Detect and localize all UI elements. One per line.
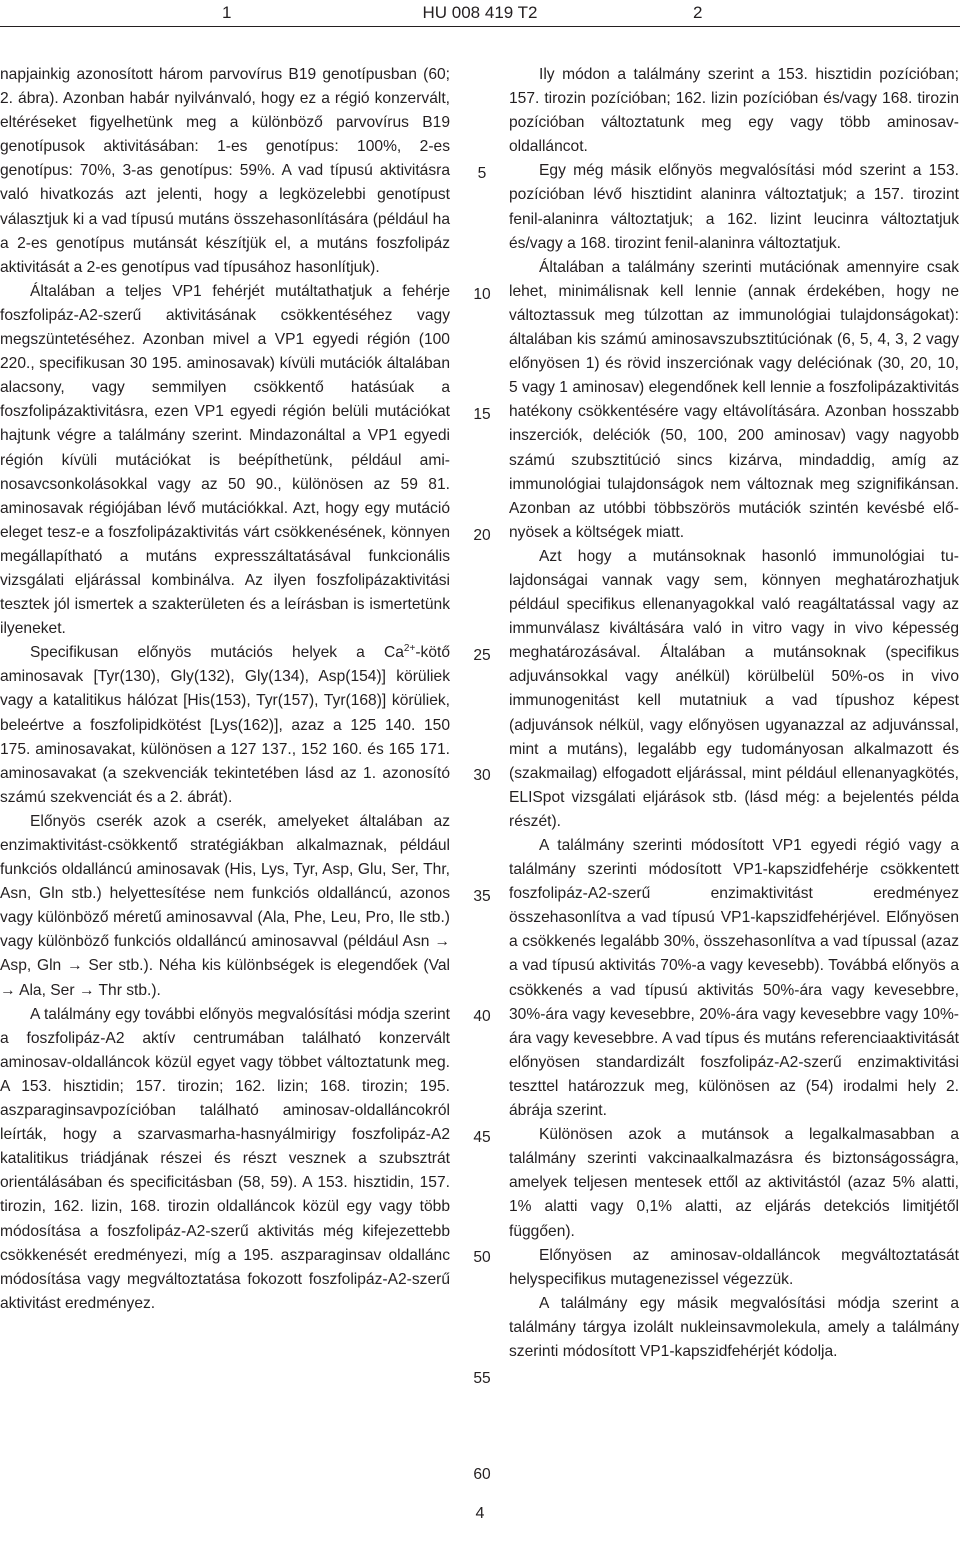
line-number: 10 (473, 286, 491, 303)
left-paragraph-3-text-a: Specifikusan előnyös mutációs helyek a Ca (30, 644, 404, 662)
left-paragraph-5: A találmány egy további előnyös megvalósítási módja szerint a foszfolipáz-A2 aktív centrumában található konzervált aminosav-oldalláncok közül egyet vagy többet változtatunk meg. A 153. hisztidin; 157. tirozin; 162. lizin; 168. tirozin; 195. aszparaginsavpozícióban található aminosav-oldalláncokról leírták, hogy a szarvasmarha-hasnyálmirigy foszfolipáz-A2 katalitikus triádjának részei és részt vesznek a szubsztrát orientálásában és specificitásban (58, 59). A 153. hisztidin, 157. tirozin, 162. lizin, 168. tirozin oldalláncok közül egy vagy több módosítása a foszfolipáz-A2-szerű aktivitás még kifejezettebb csökkenését eredményezi, míg a 195. aszparaginsav oldallánc módosítása vagy megváltoztatása fokozott foszfolipáz-A2-szerű aktivitást eredményez. (0, 1005, 450, 1312)
header-page-right: 2 (693, 3, 703, 22)
page-header (0, 0, 960, 28)
line-number: 20 (473, 527, 491, 544)
right-paragraph-5: A találmány szerinti módosított VP1 egyedi régió vagy a találmány szerinti módosított VP1-kapszidfehérje csökkentett foszfolipáz-A2-szerű enzimaktivitást eredményez összehasonlítva a vad típusú VP1-kapszidfehérjével. Előnyösen a csökkenés legalább 30%, összehasonlítva a vad típussal (azaz a vad típusú aktivitás 70%-a vagy kevesebb). Továbbá előnyös a csökkenés a vad típusú aktivitás 50%-ára vagy kevesebbre, 30%-ára vagy kevesebbre, 20%-ára vagy kevesebbre vagy 10%-ára vagy kevesebbre. A vad típus és mutáns referenciaaktivitását előnyösen standardizált foszfolipáz-A2-szerű enzimaktivitási teszttel határozzuk meg, különösen az (54) irodalmi hely 2. ábrája szerint. (509, 837, 959, 1120)
left-column (0, 63, 450, 1316)
left-paragraph-3-text-b: -kötő aminosavak [Tyr(130), Gly(132), Gly(134), Asp(154)] körüliek vagy a katalitikus hálózat [His(153), Tyr(157), Tyr(168)] körüliek, beleértve a foszfolipidkötést [Lys(162)], azaz a 125 140. 150 175. aminosavakat, különösen a 127 137., 152 160. és 165 171. aminosavakat (a szekvenciák tekintetében lásd az 1. azonosító számú szekvenciát és a 2. ábrát). (0, 644, 450, 806)
left-paragraph-3-superscript: 2+ (403, 643, 416, 655)
right-paragraph-4: Azt hogy a mutánsoknak hasonló immunológiai tulajdonságai vannak vagy sem, könnyen meghatározhatjuk például specifikus ellenanyagokkal való reagáltatással vagy az immunválasz kiváltására való in vitro vagy in vivo képesség meghatározásával. Általában a mutánsoknak (specifikus adjuvánsokkal vagy anélkül) körülbelül 50%-os in vivo immunogenitást kell mutatniuk a vad típushoz képest (adjuvánsok nélkül, vagy előnyösen ugyanazzal az adjuvánssal, mint a mutáns), legalább egy tudományosan alkalmazott és (szakmailag) elfogadott eljárással, mint például ellenanyagkötés, ELISpot vizsgálati eljárások stb. (lásd még: a bejelentés példa részét). (509, 547, 959, 830)
header-page-left: 1 (222, 3, 232, 22)
right-paragraph-8: A találmány egy másik megvalósítási módja szerint a találmány tárgya izolált nukleinsavmolekula, amely a találmány szerinti módosított VP1-kapszidfehérjét kódolja. (509, 1294, 959, 1360)
right-paragraph-3: Általában a találmány szerinti mutációnak amennyire csak lehet, minimálisnak kell lennie (annak érdekében, hogy ne változtassuk meg túlzottan az immunológiai tulajdonságokat): általában kis számú aminosavszubsztitúciónak (6, 5, 4, 3, 2 vagy előnyösen 1) és rövid inszerciónak vagy deléciónak (30, 20, 10, 5 vagy 1 aminosav) elegendőnek kell lennie a foszfolipázaktivitás hatékony csökkentésére vagy eltávolítására. Azonban hosszabb inszerciók, deléciók (50, 100, 200 aminosav) vagy nagyobb számú szubsztitúció sincs kizárva, mindaddig, amíg az immunológiai tulajdonságok nem változnak meg szignifikánsan. Azonban az utóbbi többszörös mutációk szintén kevésbé előnyösek a költségek miatt. (509, 258, 959, 541)
page-number: 4 (475, 1505, 485, 1522)
right-paragraph-1: Ily módon a találmány szerint a 153. hisztidin pozícióban; 157. tirozin pozícióban; 162. lizin pozícióban és/vagy 168. tirozin pozícióban változtatunk meg egy vagy több aminosav-oldalláncot. (509, 66, 959, 156)
left-paragraph-4: Előnyös cserék azok a cserék, amelyeket általában az enzimaktivitást-csökkentő stratégiákban alkalmaznak, például funkciós oldalláncú aminosavak (His, Lys, Tyr, Asp, Glu, Ser, Thr, Asn, Gln stb.) helyettesítése nem funkciós oldalláncú, azonos vagy különböző méretű aminosavval (Ala, Phe, Leu, Pro, Ile stb.) vagy különböző funkciós oldalláncú aminosavval (például Asn → Asp, Gln → Ser stb.). Néha kis különbségek is elegendőek (Val → Ala, Ser → Thr stb.). (0, 812, 450, 999)
right-paragraph-7: Előnyösen az aminosav-oldalláncok megváltoztatását helyspecifikus mutagenezissel végezzük. (509, 1246, 959, 1288)
line-number: 45 (473, 1129, 491, 1146)
header-rule (0, 26, 960, 27)
line-number: 30 (473, 767, 491, 784)
header-document-id: HU 008 419 T2 (422, 3, 538, 22)
right-paragraph-6: Különösen azok a mutánsok a legalkalmasabban a találmány szerinti vakcinaalkalmazásra és biztonságosságra, amelyek teljesen mentesek ettől az aktivitástól (azaz 5% alatti, 1% alatti vagy 0,1% alatti, az eljárás detekciós limitjétől függően). (509, 1126, 959, 1240)
right-column (509, 63, 959, 1364)
left-paragraph-3 (0, 641, 450, 810)
line-number: 50 (473, 1249, 491, 1266)
line-number: 60 (473, 1466, 491, 1483)
left-paragraph-2: Általában a teljes VP1 fehérjét mutáltathatjuk a fehérje foszfolipáz-A2-szerű aktivitásának csökkentéséhez vagy megszüntetéséhez. Azonban mivel a VP1 egyedi régión (100 220., specifikusan 30 195. aminosavak) kívüli mutációk általában alacsony, vagy semmilyen csökkentő hatásúak a foszfolipázaktivitásra, ezen VP1 egyedi régión belüli mutációkat hajtunk végre a találmány szerint. Mindazonáltal a VP1 egyedi régión kívüli mutációkat is beépíthetünk, például aminosavcsonkolásokkal vagy az 50 90., különösen az 59 81. aminosavak régiójában lévő mutációkkal. Azt, hogy egy mutáció eleget tesz-e a foszfolipázaktivitás várt csökkenésének, könnyen megállapítható a mutáns expresszáltatásával funkcionális vizsgálati eljárással kombinálva. Az ilyen foszfolipázaktivitási tesztek jól ismertek a szakterületen és a leírásban is ismertetünk ilyeneket. (0, 282, 450, 638)
left-paragraph-1: napjainkig azonosított három parvovírus B19 genotípusban (60; 2. ábra). Azonban habár nyilvánvaló, hogy ez a régió konzervált, eltéréseket figyelhetünk meg a különböző parvovírus B19 genotípusok aktivitásában: 1-es genotípus: 100%, 2-es genotípus: 70%, 3-as genotípus: 59%. A vad típusú aktivitásra való hivatkozás azt jelenti, hogy a legközelebbi genotípust választjuk ki a vad típusú mutáns összehasonlítására (például ha a 2-es genotípus mutánsát készítjük el, a mutáns foszfolipáz aktivitását a 2-es genotípus vad típusához hasonlítjuk). (0, 66, 450, 276)
line-number: 5 (477, 165, 487, 182)
line-number: 25 (473, 647, 491, 664)
line-number: 55 (473, 1370, 491, 1387)
line-number: 35 (473, 888, 491, 905)
line-number: 15 (473, 406, 491, 423)
line-number: 40 (473, 1008, 491, 1025)
right-paragraph-2: Egy még másik előnyös megvalósítási mód szerint a 153. pozícióban lévő hisztidint alaninra változtatjuk; a 157. tirozint fenil-alaninra változtatjuk; a 162. lizint leucinra változtatjuk és/vagy a 168. tirozint fenil-alaninra változtatjuk. (509, 162, 959, 252)
